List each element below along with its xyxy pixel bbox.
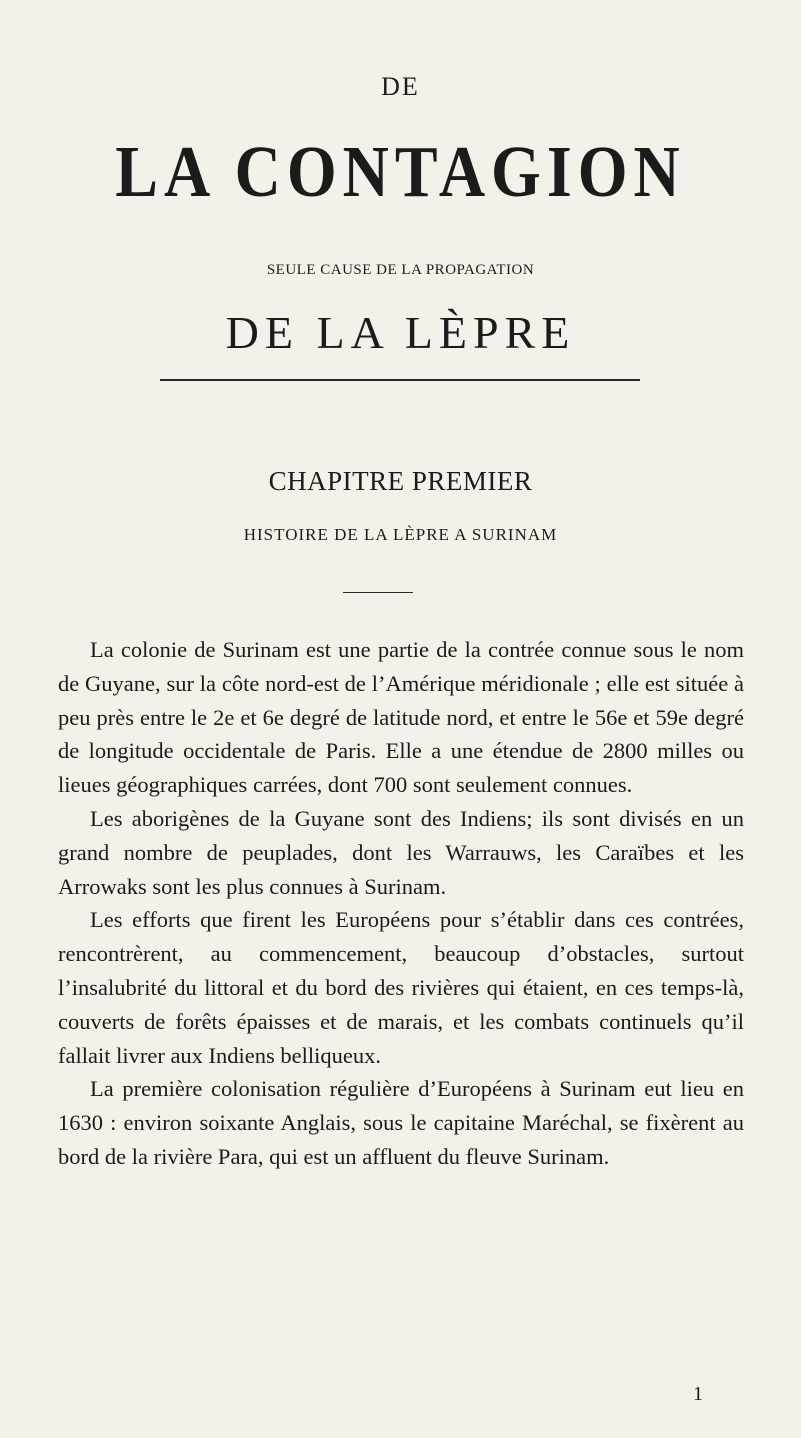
- chapter-title: CHAPITRE PREMIER: [268, 466, 533, 496]
- subtitle-small: SEULE CAUSE DE LA PROPAGATION: [266, 262, 535, 278]
- chapter-subtitle: HISTOIRE DE LA LÈPRE A SURINAM: [243, 525, 558, 544]
- body-text: [58, 633, 744, 1174]
- chapter-rule: [343, 592, 413, 593]
- paragraph: Les efforts que firent les Européens pour s’établir dans ces contrées, rencontrèrent, au commencement, beaucoup d’obstacles, surtout l’insalubrité du littoral et du bord des rivières qui étaient, en ces temps-là, couverts de forêts épaisses et de marais, et les combats continuels qu’il fallait livrer aux Indiens belliqueux.: [58, 907, 744, 1068]
- page-number: 1: [693, 1383, 703, 1405]
- main-title: LA CONTAGION: [115, 130, 686, 213]
- paragraph: Les aborigènes de la Guyane sont des Indiens; ils sont divisés en un grand nombre de peuplades, dont les Warrauws, les Caraïbes et les Arrowaks sont les plus connues à Surinam.: [58, 805, 744, 899]
- paragraph: La colonie de Surinam est une partie de la contrée connue sous le nom de Guyane, sur la côte nord-est de l’Amérique méridionale ; elle est située à peu près entre le 2e et 6e degré de latitude nord, et entre le 56e et 59e degré de longitude occidentale de Paris. Elle a une étendue de 2800 milles ou lieues géographiques carrées, dont 700 sont seulement connues.: [58, 637, 744, 798]
- title-rule: [160, 379, 640, 381]
- paragraph: La première colonisation régulière d’Européens à Surinam eut lieu en 1630 : environ soixante Anglais, sous le capitaine Maréchal, se fixèrent au bord de la rivière Para, qui est un affluent du fleuve Surinam.: [58, 1076, 744, 1169]
- subtitle-large: DE LA LÈPRE: [225, 307, 576, 358]
- pre-title: DE: [381, 72, 420, 101]
